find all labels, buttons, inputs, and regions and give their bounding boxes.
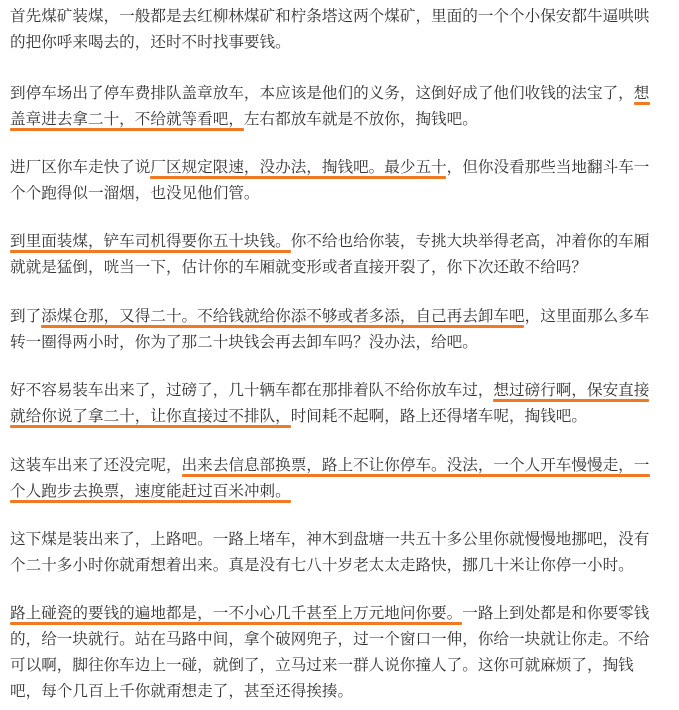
- text-line: [10, 329, 478, 355]
- text-segment: 到了: [10, 307, 42, 325]
- highlighted-text: 盖章进去拿二十，不给就等看吧，: [10, 110, 244, 128]
- text-line: [10, 552, 634, 578]
- text-segment: 就就是猛倒，咣当一下，估计你的车厢就变形或者直接开裂了，你下次还敢不给吗？: [10, 258, 587, 276]
- highlight-underline: [150, 176, 446, 179]
- text-segment: 吧，每个几百上千你就甭想走了，甚至还得挨揍。: [10, 682, 354, 700]
- text-segment: 的，给一块就行。站在马路中间，拿个破网兜子，过一个窗口一伸，你给一块就让你走。不给: [10, 630, 650, 648]
- highlight-underline: [10, 128, 244, 131]
- text-line: [10, 29, 291, 55]
- text-line: [10, 678, 353, 704]
- text-line: [10, 80, 649, 106]
- text-segment: 的把你呼来喝去的，还时不时找事要钱。: [10, 33, 291, 51]
- highlight-underline: [10, 622, 462, 625]
- text-segment: 可以啊，脚往你车边上一碰，就倒了，立马过来一群人说你撞人了。这你可就麻烦了，掏钱: [10, 656, 634, 674]
- text-segment: 个个跑得似一溜烟，也没见他们管。: [10, 184, 260, 202]
- text-segment: 个二十多小时你就甭想着出来。真是没有七八十岁老太太走路快，挪几十米让你停一小时。: [10, 556, 634, 574]
- text-segment: 进厂区你车走快了说: [10, 158, 151, 176]
- highlight-underline: [182, 474, 650, 477]
- text-segment: ，这里面那么多车: [524, 307, 650, 325]
- text-segment: 到停车场出了停车费排队盖章放车，本应该是他们的义务，这倒好成了他们收钱的法宝了，: [10, 84, 634, 102]
- highlighted-text: 出来去信息部换票，路上不让你停车。没法，一个人开车慢慢走，一: [181, 456, 650, 474]
- text-line: [10, 180, 260, 206]
- text-line: [10, 3, 649, 29]
- highlight-underline: [10, 425, 291, 428]
- text-line: [10, 626, 649, 652]
- text-segment: 你不给也给你装，专挑大块举得老高，冲着你的车厢: [290, 232, 650, 250]
- text-line: [10, 652, 634, 678]
- text-line: [10, 254, 587, 280]
- text-segment: ，但你没看那些当地翻斗车一: [446, 158, 650, 176]
- highlight-underline: [41, 325, 524, 328]
- highlighted-text: 路上碰瓷的要钱的遍地都是，一不小心几千甚至上万元地问你要。: [10, 604, 463, 622]
- highlighted-text: 想: [633, 84, 650, 102]
- text-segment: 左右都放车就是不放你，掏钱吧。: [243, 110, 478, 128]
- highlighted-text: 添煤仓那，又得二十。不给钱就给你添不够或者多添，自己再去卸车吧: [41, 307, 525, 325]
- text-segment: 好不容易装车出来了，过磅了，几十辆车都在那排着队不给你放车过，: [10, 381, 494, 399]
- text-segment: 首先煤矿装煤，一般都是去红柳林煤矿和柠条塔这两个煤矿，里面的一个个小保安都牛逼哄哄: [10, 7, 650, 25]
- highlighted-text: 想过磅行啊，保安直接: [493, 381, 650, 399]
- text-segment: 这下煤是装出来了，上路吧。一路上堵车，神木到盘塘一共五十多公里你就慢慢地挪吧，没有: [10, 530, 650, 548]
- text-segment: 转一圈得两小时，你为了那二十块钱会再去卸车吗？没办法，给吧。: [10, 333, 478, 351]
- highlighted-text: 个人跑步去换票，速度能赶过百米冲刺。: [10, 482, 291, 500]
- highlighted-text: 厂区规定限速，没办法，掏钱吧。最少五十: [150, 158, 447, 176]
- text-line: [10, 526, 649, 552]
- text-segment: 一路上到处都是和你要零钱: [462, 604, 650, 622]
- highlight-underline: [634, 102, 650, 105]
- highlight-underline: [10, 500, 291, 503]
- highlighted-text: 就给你说了拿二十，让你直接过不排队，: [10, 407, 291, 425]
- highlighted-text: 到里面装煤，铲车司机得要你五十块钱。: [10, 232, 291, 250]
- highlight-underline: [493, 399, 649, 402]
- text-segment: 时间耗不起啊，路上还得堵车呢，掏钱吧。: [290, 407, 587, 425]
- highlight-underline: [10, 250, 291, 253]
- text-segment: 这装车出来了还没完呢，: [10, 456, 182, 474]
